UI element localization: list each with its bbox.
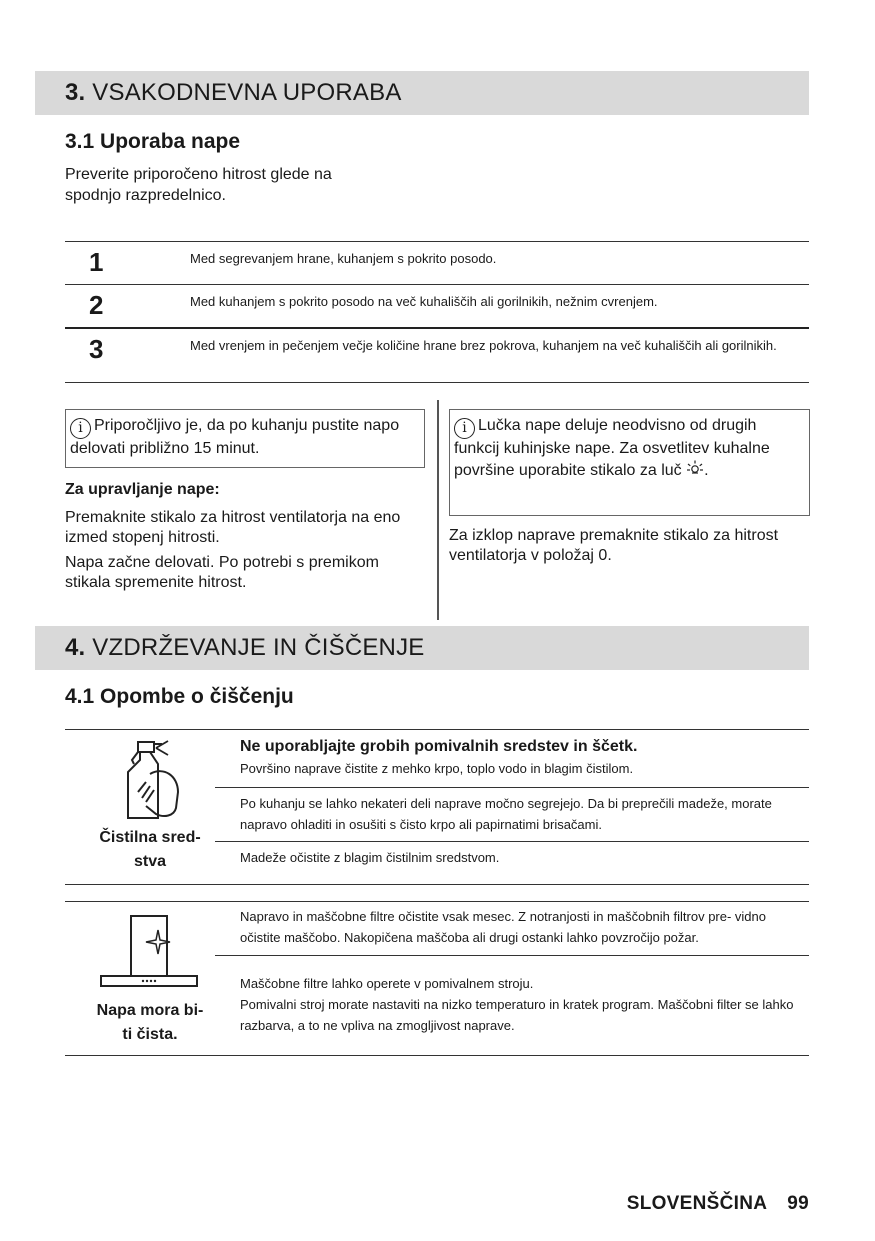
table-row <box>65 285 809 329</box>
control-paragraph-1: Premaknite stikalo za hitrost ventilatorja na eno izmed stopenj hitrosti. <box>65 509 401 546</box>
speed-description: Med vrenjem in pečenjem večje količine hrane brez pokrova, kuhanjem na več kuhališčih ali gorilnikih. <box>190 338 777 353</box>
label-line: stva <box>133 853 167 870</box>
row-divider <box>215 787 809 788</box>
page-footer <box>627 1193 809 1215</box>
spray-bottle-icon <box>120 738 185 823</box>
switch-off-paragraph: Za izklop naprave premaknite stikalo za hitrost ventilatorja v položaj 0. <box>449 527 779 564</box>
info-box-right <box>449 409 810 516</box>
section-3-header <box>35 71 809 115</box>
control-heading: Za upravljanje nape: <box>65 481 220 498</box>
hood-text-line: Maščobne filtre lahko operete v pomivalnem stroju. <box>240 976 534 991</box>
section-3-number: 3. <box>65 79 86 106</box>
cleaning-agents-block <box>65 729 809 885</box>
clean-hood-icon <box>100 914 200 992</box>
section-4-number: 4. <box>65 634 86 661</box>
label-line: Čistilna sred- <box>99 829 201 846</box>
row-divider <box>215 841 809 842</box>
label-line: Napa mora bi- <box>96 1002 204 1019</box>
table-row <box>65 242 809 285</box>
info-icon: i <box>70 418 91 439</box>
row-divider <box>215 955 809 956</box>
section-4-header <box>35 626 809 670</box>
hood-text-line: Pomivalni stroj morate nastaviti na nizko temperaturo in kratek program. Maščobni filter se lahko razbarva, a to ne vpliva na zmogljivost naprave. <box>240 997 794 1033</box>
speed-description: Med segrevanjem hrane, kuhanjem s pokrito posodo. <box>190 251 497 266</box>
info-text-end: . <box>704 462 709 479</box>
hood-clean-block <box>65 901 809 1056</box>
speed-number: 1 <box>89 247 104 277</box>
hood-cell-1: Napravo in maščobne filtre očistite vsak mesec. Z notranjosti in maščobnih filtrov pre- vidno očistite maščobo. Nakopičena maščoba ali drugi ostanki lahko povzročijo požar. <box>240 909 766 945</box>
speed-table <box>65 241 809 383</box>
info-text: Lučka nape deluje neodvisno od drugih funkcij kuhinjske nape. Za osvetlitev kuhalne površine uporabite stikalo za luč <box>454 417 770 479</box>
cleaning-text: Površino naprave čistite z mehko krpo, toplo vodo in blagim čistilom. <box>240 761 634 776</box>
section-4-title: VZDRŽEVANJE IN ČIŠČENJE <box>92 634 425 661</box>
column-divider <box>437 400 439 620</box>
control-paragraph-2: Napa začne delovati. Po potrebi s premikom stikala spremenite hitrost. <box>65 554 379 591</box>
hood-clean-label <box>65 999 235 1047</box>
subsection-4-1-title: 4.1 Opombe o čiščenju <box>65 685 294 708</box>
speed-description: Med kuhanjem s pokrito posodo na več kuhališčih ali gorilnikih, nežnim cvrenjem. <box>190 294 658 309</box>
cleaning-agents-label <box>65 826 235 874</box>
subsection-3-1-title: 3.1 Uporaba nape <box>65 130 241 153</box>
cleaning-warning-heading: Ne uporabljajte grobih pomivalnih sredstev in ščetk. <box>240 738 638 755</box>
footer-language: SLOVENŠČINA <box>626 1193 768 1214</box>
info-box-left <box>65 409 425 468</box>
page-number: 99 <box>787 1193 809 1214</box>
cleaning-cell-2: Po kuhanju se lahko nekateri deli naprave močno segrejejo. Da bi preprečili madeže, morate napravo ohladiti in osušiti s čisto krpo ali papirnatimi brisačami. <box>240 796 772 832</box>
info-icon: i <box>454 418 475 439</box>
hood-cell-2 <box>240 973 809 1036</box>
speed-number: 3 <box>89 334 104 364</box>
speed-number: 2 <box>89 290 104 320</box>
table-row <box>65 329 809 383</box>
info-text: Priporočljivo je, da po kuhanju pustite napo delovati približno 15 minut. <box>70 417 400 457</box>
cleaning-cell-1 <box>240 736 809 779</box>
section-3-title: VSAKODNEVNA UPORABA <box>92 79 402 106</box>
label-line: ti čista. <box>122 1026 178 1043</box>
light-bulb-icon <box>686 459 704 477</box>
intro-text: Preverite priporočeno hitrost glede na spodnjo razpredelnico. <box>65 166 332 204</box>
cleaning-cell-3: Madeže očistite z blagim čistilnim sredstvom. <box>240 850 500 865</box>
